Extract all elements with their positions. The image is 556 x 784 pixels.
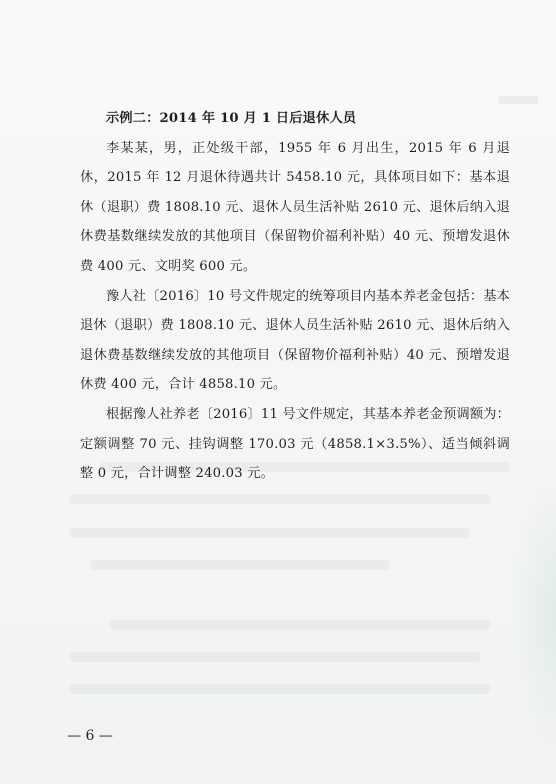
paragraph-2: 豫人社〔2016〕10 号文件规定的统筹项目内基本养老金包括：基本退休（退职）费 1808.10 元、退休人员生活补贴 2610 元、退休后纳入退休费基数继续发放的其他项目（保留物价福利补贴）40 元、预增发退休费 400 元，合计 4858.10 元。 <box>80 288 511 393</box>
page-number: — 6 — <box>67 728 113 744</box>
bleed-mark <box>498 96 538 104</box>
example-heading: 示例二：2014 年 10 月 1 日后退休人员 <box>106 111 357 126</box>
paragraph-1: 李某某，男，正处级干部，1955 年 6 月出生，2015 年 6 月退休，2015 年 12 月退休待遇共计 5458.10 元，具体项目如下：基本退休（退职）费 1808.10 元、退休人员生活补贴 2610 元、退休后纳入退休费基数继续发放的其他项目（保留物价福利补贴）40 元、预增发退休费 400 元、文明奖 600 元。 <box>80 140 510 274</box>
edge-stain <box>510 460 556 760</box>
document-body <box>80 104 510 489</box>
paragraph-3: 根据豫人社养老〔2016〕11 号文件规定，其基本养老金预调额为：定额调整 70 元、挂钩调整 170.03 元（4858.1×3.5%）、适当倾斜调整 0 元，合计调整 240.03 元。 <box>80 406 511 482</box>
